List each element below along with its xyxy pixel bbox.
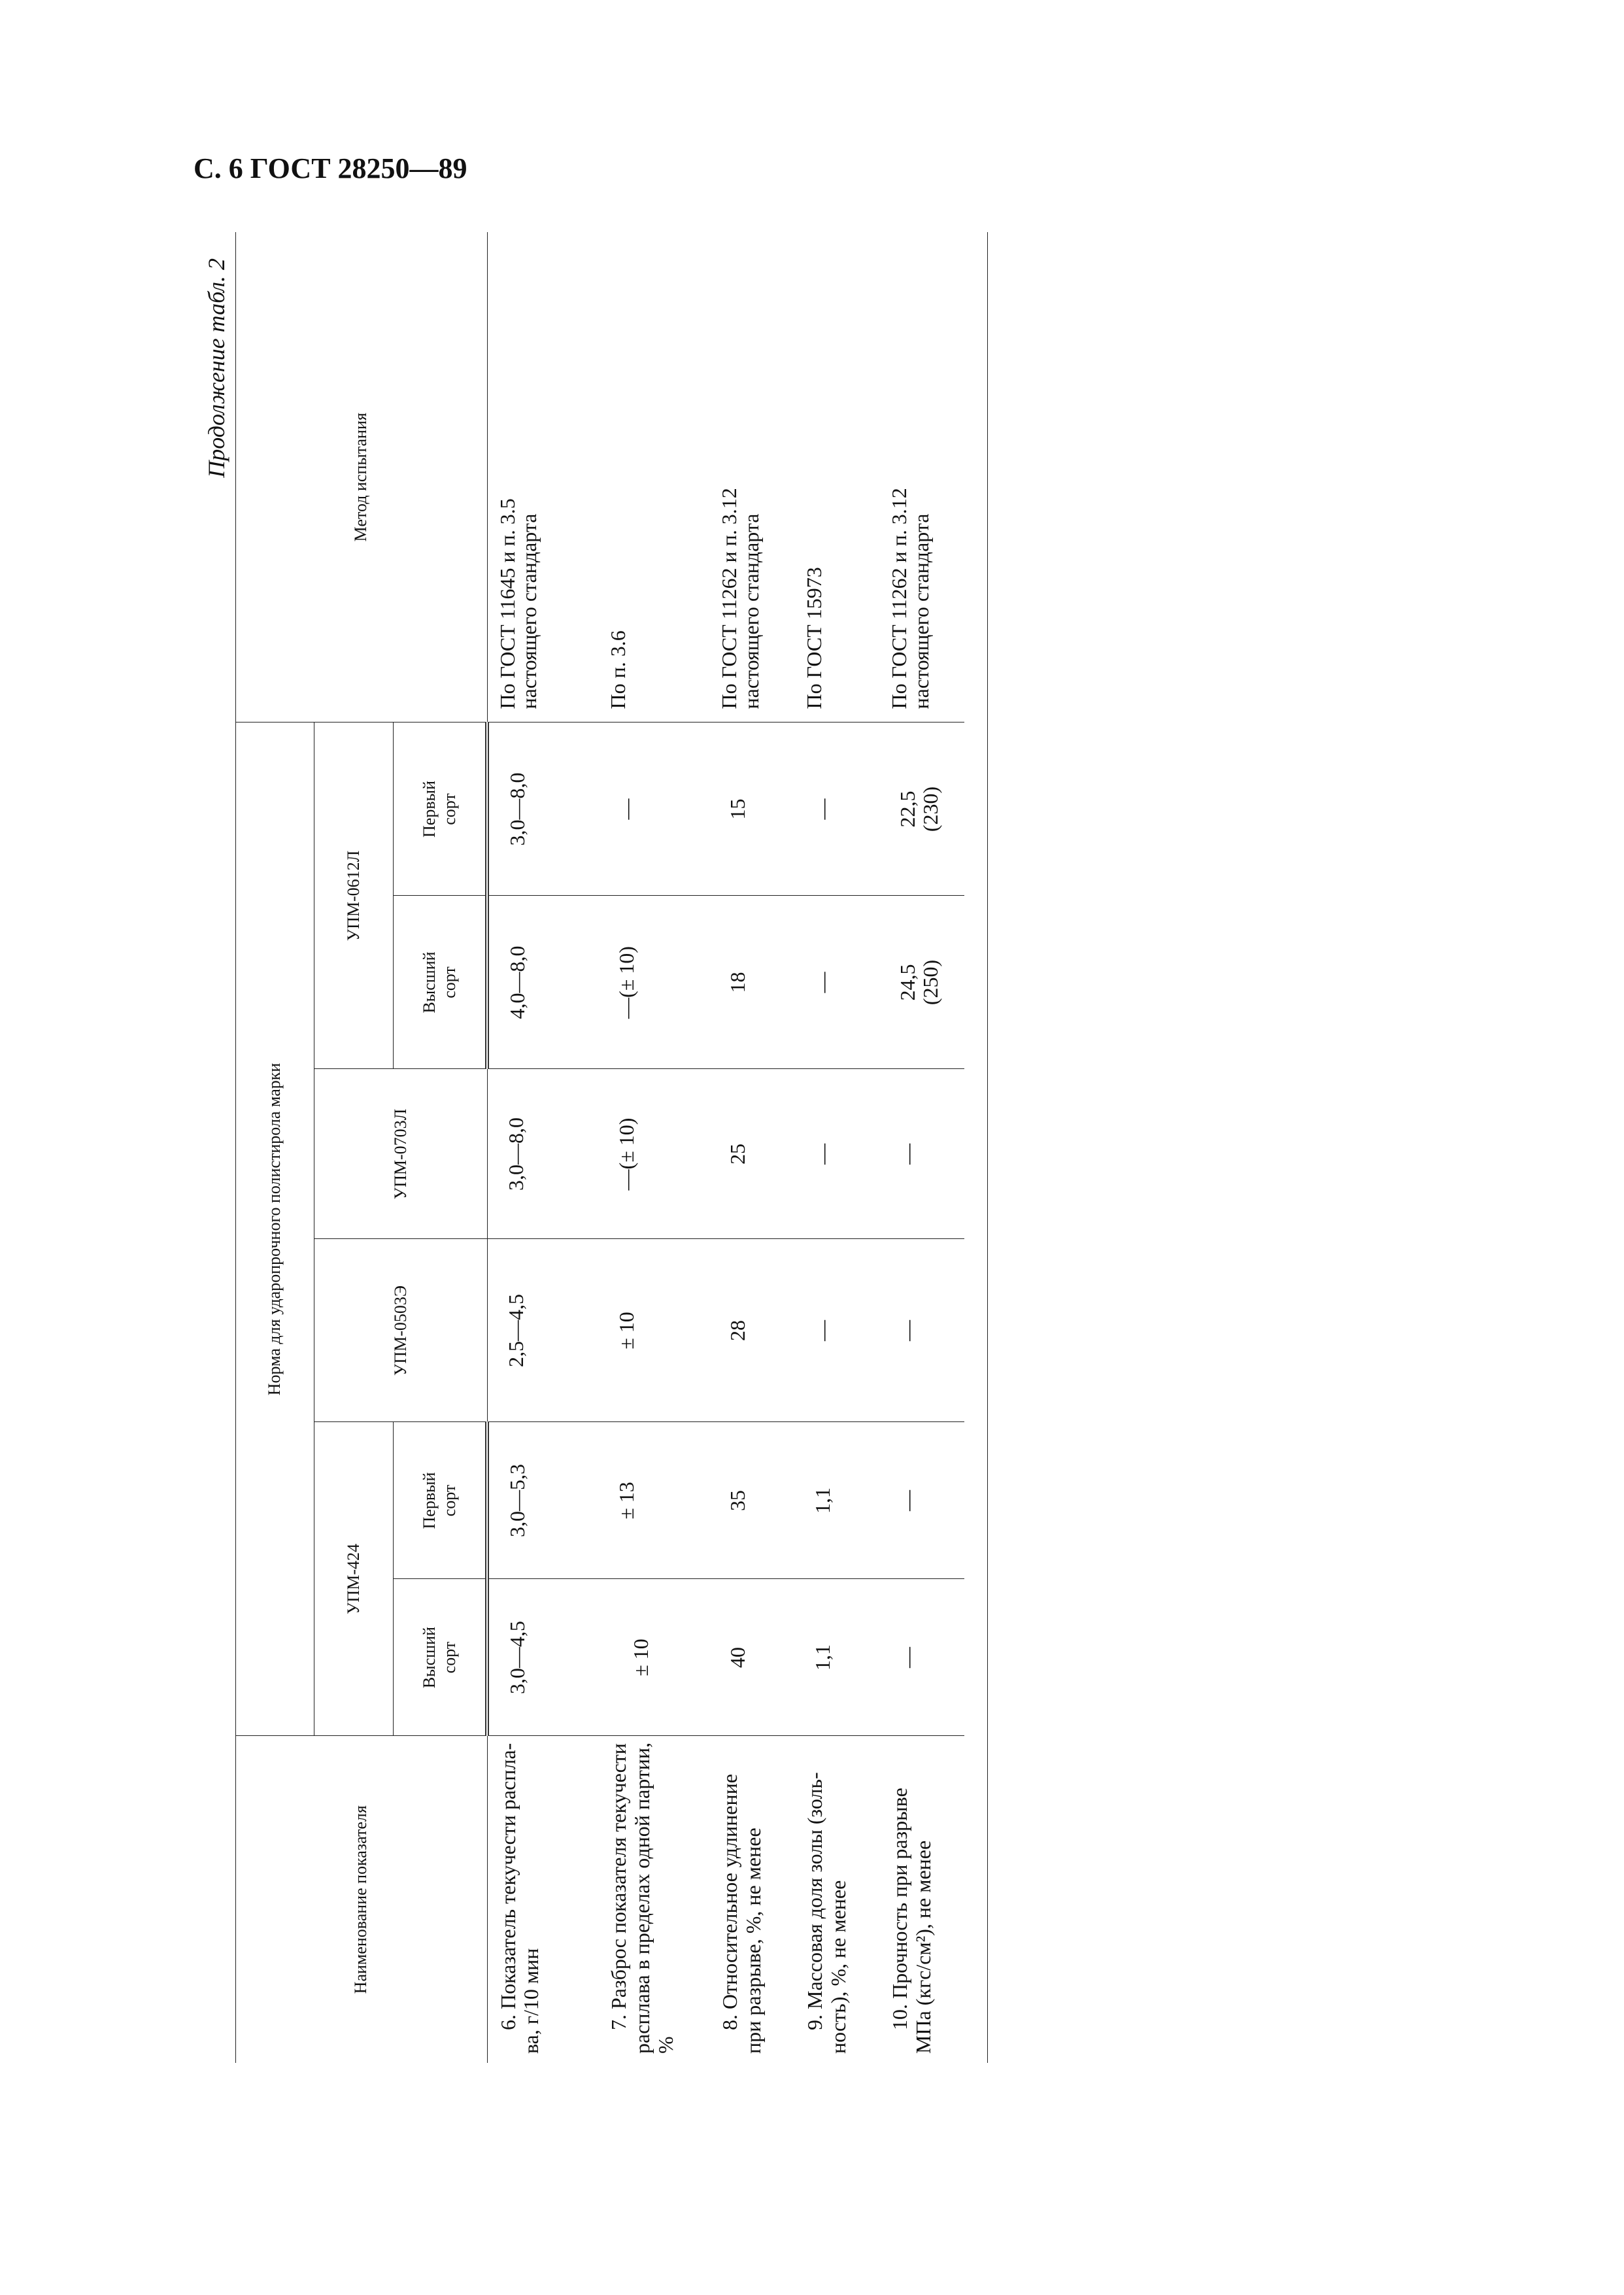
header-brand-upm-0703l: УПМ-0703Л <box>314 1069 488 1239</box>
cell-value: — <box>598 722 709 896</box>
row-name <box>487 1736 598 2063</box>
properties-table <box>235 232 964 2063</box>
cell-value: 3,0—5,3 <box>487 1422 598 1579</box>
grade-line: Высший <box>419 951 439 1013</box>
rotated-table-container <box>203 232 987 2063</box>
name-line: расплава в пределах одной партии, <box>630 1742 654 2054</box>
cell-value: 3,0—8,0 <box>487 1069 598 1239</box>
row-method <box>598 232 709 722</box>
cell-value: ± 10 <box>598 1239 709 1422</box>
cell-value: — <box>879 1239 964 1422</box>
name-line: МПа (кгс/см²), не менее <box>911 1840 935 2054</box>
table-bottom-border <box>987 232 988 2063</box>
header-method: Метод испытания <box>235 232 487 722</box>
table-row <box>879 232 964 2063</box>
table-row <box>598 232 709 2063</box>
header-grade-first <box>394 1422 488 1579</box>
cell-value: ± 10 <box>598 1579 709 1736</box>
grade-line: сорт <box>440 1484 459 1517</box>
name-line: 8. Относительное удлинение <box>718 1774 741 2030</box>
header-norm: Норма для ударопрочного полистирола марки <box>235 722 314 1736</box>
cell-value: 18 <box>709 896 794 1069</box>
grade-line: Первый <box>419 781 439 838</box>
value-line: 22,5 <box>896 790 919 828</box>
cell-value: 4,0—8,0 <box>487 896 598 1069</box>
cell-value: ± 13 <box>598 1422 709 1579</box>
name-line: 6. Показатель текучести распла- <box>496 1742 520 2030</box>
cell-value: 28 <box>709 1239 794 1422</box>
header-brand-upm-424: УПМ-424 <box>314 1422 394 1736</box>
method-line: По ГОСТ 11645 и п. 3.5 <box>495 498 519 709</box>
grade-line: Первый <box>419 1472 439 1529</box>
grade-line: сорт <box>440 793 459 825</box>
cell-value: — <box>794 1239 879 1422</box>
method-line: По п. 3.6 <box>606 630 630 709</box>
cell-value: 40 <box>709 1579 794 1736</box>
method-line: настоящего стандарта <box>909 513 933 709</box>
method-line: настоящего стандарта <box>517 513 541 709</box>
cell-value: —(± 10) <box>598 1069 709 1239</box>
table-caption: Продолжение табл. 2 <box>203 258 229 478</box>
cell-value: 15 <box>709 722 794 896</box>
cell-value: 3,0—8,0 <box>487 722 598 896</box>
table-row <box>487 232 598 2063</box>
row-name <box>709 1736 794 2063</box>
row-name <box>879 1736 964 2063</box>
cell-value: 3,0—4,5 <box>487 1579 598 1736</box>
name-line: 9. Массовая доля золы (золь- <box>803 1772 826 2030</box>
header-name: Наименование показателя <box>235 1736 487 2063</box>
header-grade-first <box>394 722 488 896</box>
row-name <box>794 1736 879 2063</box>
cell-value: — <box>794 1069 879 1239</box>
grade-line: сорт <box>440 1641 459 1674</box>
header-brand-upm-0612l: УПМ-0612Л <box>314 722 394 1069</box>
cell-value: — <box>879 1069 964 1239</box>
header-brand-upm-0503e: УПМ-0503Э <box>314 1239 488 1422</box>
cell-value: —(± 10) <box>598 896 709 1069</box>
grade-line: Высший <box>419 1626 439 1689</box>
table-row <box>709 232 794 2063</box>
row-method <box>794 232 879 722</box>
name-line: % <box>653 2036 677 2054</box>
row-method <box>709 232 794 722</box>
value-line: (230) <box>919 786 943 832</box>
cell-value: — <box>794 896 879 1069</box>
value-line: 24,5 <box>896 964 919 1001</box>
method-line: По ГОСТ 11262 и п. 3.12 <box>717 488 741 709</box>
cell-value: 1,1 <box>794 1422 879 1579</box>
cell-value <box>879 722 964 896</box>
name-line: ва, г/10 мин <box>519 1948 543 2054</box>
cell-value: 1,1 <box>794 1579 879 1736</box>
cell-value: — <box>879 1579 964 1736</box>
row-method <box>487 232 598 722</box>
cell-value <box>879 896 964 1069</box>
header-grade-high <box>394 1579 488 1736</box>
cell-value: 2,5—4,5 <box>487 1239 598 1422</box>
method-line: По ГОСТ 15973 <box>802 567 826 709</box>
method-line: По ГОСТ 11262 и п. 3.12 <box>887 488 911 709</box>
header-grade-high <box>394 896 488 1069</box>
table-row <box>794 232 879 2063</box>
cell-value: — <box>879 1422 964 1579</box>
name-line: при разрыве, %, не менее <box>741 1828 765 2054</box>
method-line: настоящего стандарта <box>739 513 763 709</box>
cell-value: — <box>794 722 879 896</box>
value-line: (250) <box>919 959 943 1006</box>
row-name <box>598 1736 709 2063</box>
name-line: 7. Разброс показателя текучести <box>607 1743 630 2030</box>
page-header: С. 6 ГОСТ 28250—89 <box>194 152 467 184</box>
grade-line: сорт <box>440 966 459 998</box>
cell-value: 35 <box>709 1422 794 1579</box>
name-line: 10. Прочность при разрыве <box>888 1788 911 2030</box>
cell-value: 25 <box>709 1069 794 1239</box>
name-line: ность), %, не менее <box>826 1880 850 2054</box>
row-method <box>879 232 964 722</box>
